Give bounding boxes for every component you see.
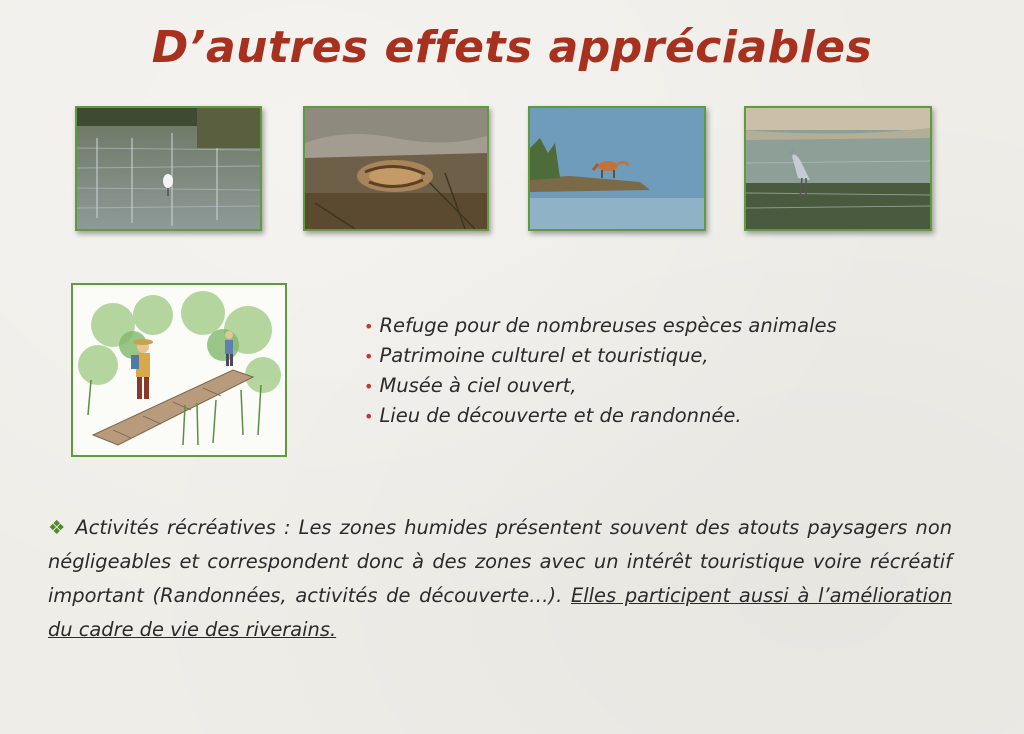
- viper-snake-photo: [303, 106, 489, 231]
- list-item: [364, 311, 837, 341]
- bullet-glyph: •: [364, 407, 374, 426]
- hikers-boardwalk-illustration: [71, 283, 287, 457]
- fox-shore-photo: [528, 106, 706, 231]
- slide-title: D’autres effets appréciables: [151, 22, 873, 73]
- recreational-paragraph: [48, 511, 952, 647]
- heron-water-photo: [744, 106, 932, 231]
- bullet-glyph: •: [364, 377, 374, 396]
- paragraph-lead-text: Activités récréatives : Les zones humides présentent souvent des atouts paysagers non négligeables et correspondent donc à des zones avec un intérêt touristique voire récréatif important (Randonnées, activités de découverte…).: [48, 516, 952, 607]
- list-item-text: Musée à ciel ouvert,: [379, 374, 577, 397]
- benefits-list: [364, 311, 837, 431]
- list-item: [364, 371, 837, 401]
- bullet-glyph: •: [364, 347, 374, 366]
- egret-pond-photo: [75, 106, 262, 231]
- bullet-glyph: •: [364, 317, 374, 336]
- list-item-text: Patrimoine culturel et touristique,: [379, 344, 709, 367]
- list-item: [364, 341, 837, 371]
- diamond-marker-icon: ❖: [48, 516, 68, 539]
- list-item: [364, 401, 837, 431]
- paragraph-underlined-text: Elles participent aussi à l’amélioration du cadre de vie des riverains.: [48, 584, 952, 641]
- list-item-text: Lieu de découverte et de randonnée.: [379, 404, 742, 427]
- list-item-text: Refuge pour de nombreuses espèces animales: [379, 314, 837, 337]
